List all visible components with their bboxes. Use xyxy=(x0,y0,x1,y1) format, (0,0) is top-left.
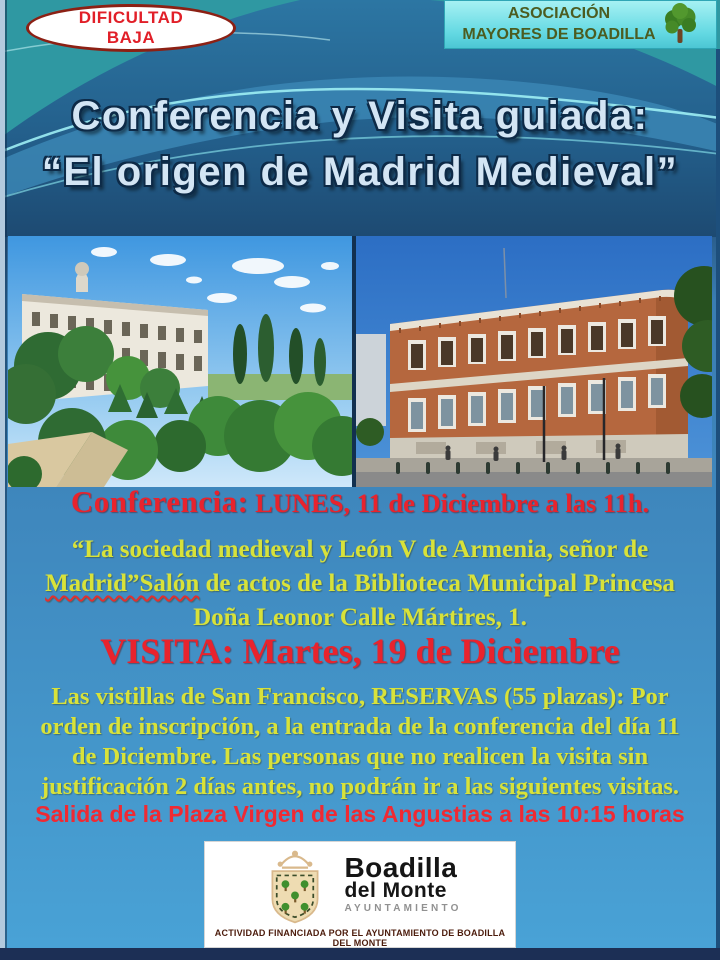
visit-details-line3: de Diciembre. Las personas que no realicen la visita sin xyxy=(71,743,649,770)
municipality-name-line3: AYUNTAMIENTO xyxy=(344,903,462,914)
poster-title-line1: Conferencia y Visita guiada: xyxy=(71,94,649,138)
conference-desc-line2-rest: de actos de la Biblioteca Municipal Princesa xyxy=(199,570,675,597)
conference-desc-line3: Doña Leonor Calle Mártires, 1. xyxy=(193,604,527,631)
funding-caption: ACTIVIDAD FINANCIADA POR EL AYUNTAMIENTO DE BOADILLA DEL MONTE xyxy=(214,928,506,948)
association-line2: MAYORES DE BOADILLA xyxy=(462,25,656,43)
left-photo-palace-gardens xyxy=(8,236,352,487)
municipality-wordmark xyxy=(344,852,462,915)
departure-line: Salida de la Plaza Virgen de las Angustias a las 10:15 horas xyxy=(35,801,685,827)
poster-title-line2: “El origen de Madrid Medieval” xyxy=(41,150,679,194)
poster-title xyxy=(0,88,720,200)
visit-details xyxy=(8,682,712,802)
association-banner xyxy=(444,0,717,49)
conference-desc-line1: “La sociedad medieval y León V de Armenia, señor de xyxy=(71,536,649,563)
bottom-bar xyxy=(0,948,720,960)
visit-details-line1: Las vistillas de San Francisco, RESERVAS (55 plazas): Por xyxy=(51,683,669,710)
right-photo-brick-building xyxy=(356,236,712,487)
conference-datetime: LUNES, 11 de Diciembre a las 11h. xyxy=(248,488,650,518)
difficulty-label-line2: BAJA xyxy=(106,28,156,47)
sidewalk xyxy=(356,458,712,472)
conference-description xyxy=(10,533,710,635)
conference-line xyxy=(0,484,720,520)
distant-building xyxy=(356,334,386,426)
association-line1: ASOCIACIÓN xyxy=(507,4,611,22)
tree-icon xyxy=(661,3,699,47)
spellcheck-underlined-text: Madrid”Salón xyxy=(45,570,200,597)
conference-desc-line2 xyxy=(10,567,710,601)
right-frame-edge xyxy=(716,49,720,948)
left-frame-line xyxy=(5,0,7,948)
conference-heading: Conferencia: xyxy=(70,484,249,519)
municipality-logo xyxy=(205,842,515,924)
municipality-name-line2: del Monte xyxy=(344,879,447,902)
visit-details-line2: orden de inscripción, a la entrada de la conferencia del día 11 xyxy=(40,713,680,740)
photo-strip xyxy=(8,236,712,487)
visit-details-line4: justificación 2 días antes, no podrán ir a las siguientes visitas. xyxy=(41,773,679,800)
distant-trees xyxy=(208,374,352,400)
coat-of-arms-icon xyxy=(258,845,332,925)
association-name xyxy=(462,4,655,46)
difficulty-label-line1: DIFICULTAD xyxy=(78,7,184,27)
visit-heading: VISITA: Martes, 19 de Diciembre xyxy=(100,631,620,671)
municipality-logo-box xyxy=(204,841,516,948)
municipality-name-line1: Boadilla xyxy=(344,852,458,883)
difficulty-badge xyxy=(26,4,236,52)
